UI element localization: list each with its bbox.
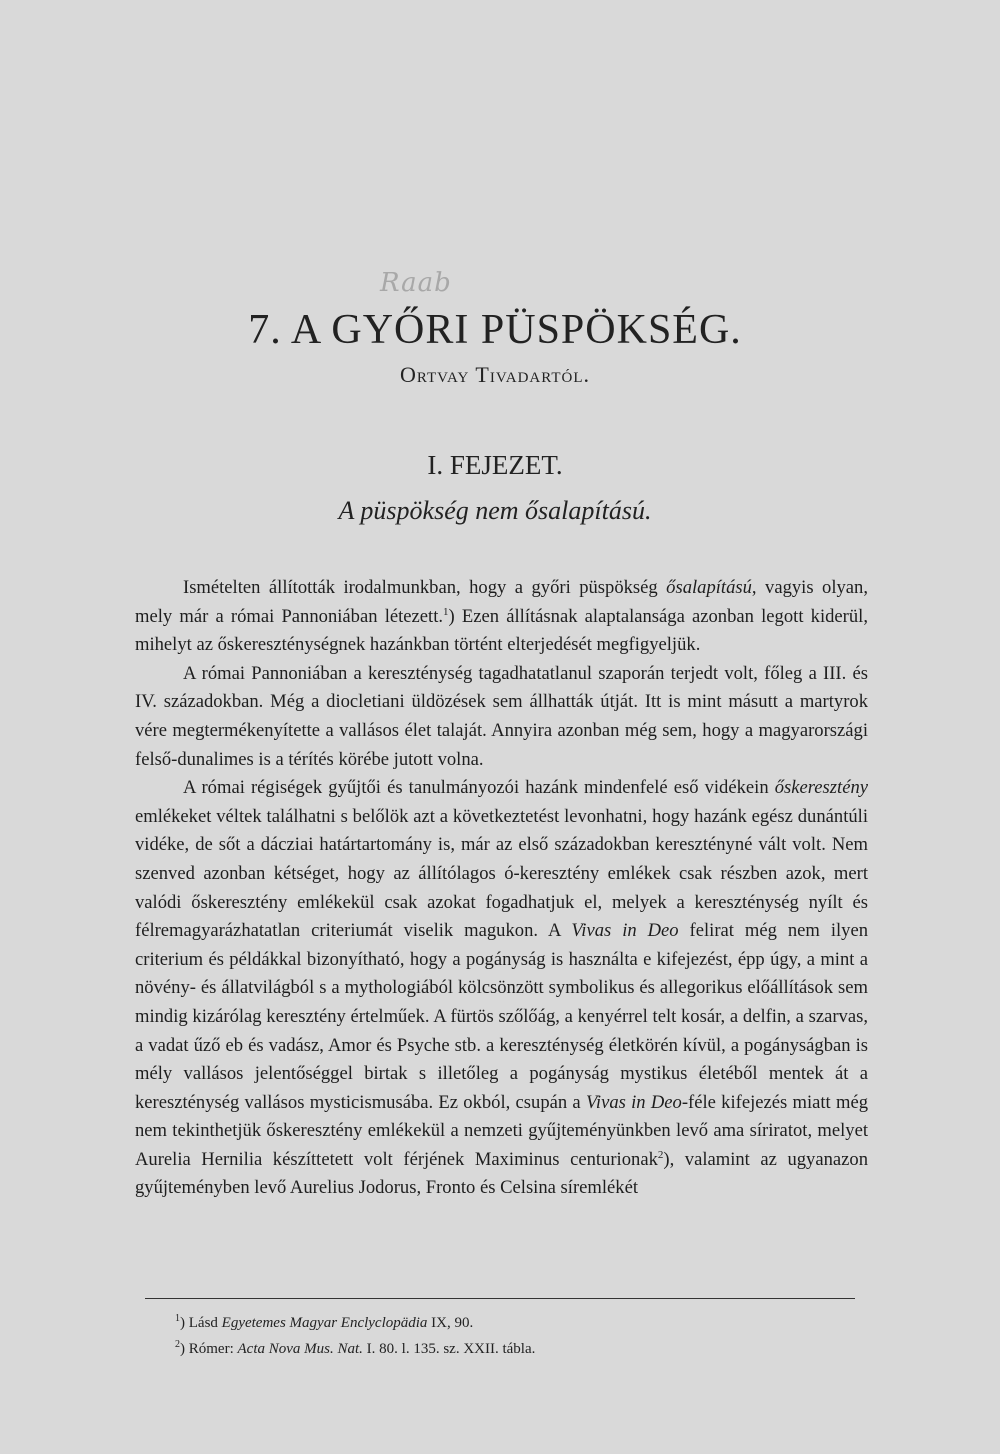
footnote-ref-2: 2 (657, 1148, 664, 1161)
author-line: Ortvay Tivadartól. (399, 362, 591, 387)
paragraph-3: A római régiségek gyűjtői és tanulmányozói hazánk mindenfelé eső vidékein őskeresztény emlékeket véltek találhatni s belőlök azt a következtetést levonhatni, hogy hazánk egész dunántúli vidéke, de sőt a dácziai határtartomány is, már az első századokban keresztényné vált volt. Nem szenved azonban kétséget, hogy az állítólagos ó-keresztény emlékek csak részben azok, mert valódi őskeresztény emlékekül csak azokat fogadhatjuk el, melyek a kereszténység nyílt és félremagyarázhatatlan criteriumát viselik magukon. A Vivas in Deo felirat még nem ilyen criterium és példákkal bizonyítható, hogy a pogányság is használta e kifejezést, épp úgy, a mint a növény- és állatvilágból s a mythologiából kölcsönzött symbolikus és allegorikus előállítások sem mindig kizárólag keresztény értelműek. A fürtös szőlőág, a kenyérrel telt kosár, a delfin, a szarvas, a vadat űző eb és vadász, Amor és Psyche stb. a kereszténység életkörén kívül, a pogányságban is mély vallásos jelentőséggel birtak s illetőleg a pogányság mystikus életéből mentek át a kereszténység vallásos mysticismusába. Ez okból, csupán a Vivas in Deo-féle kifejezés miatt még nem tekinthetjük őskeresztény emlékekül a nemzeti gyűjteményünkben levő ama síriratot, melyet Aurelia Hernilia készíttetett volt férjének Maximinus centurionak$^2$), valamint az ugyanazon gyűjteményben levő Aurelius Jodorus, Fronto és Celsina síremlékét (135, 777, 868, 1199)
footnotes (175, 1308, 855, 1360)
footnote-1: $^1$) Lásd Egyetemes Magyar Enclyclopädia IX, 90. (175, 1313, 474, 1331)
handwritten-note: Raab (380, 268, 452, 298)
footnote-2: $^2$) Rómer: Acta Nova Mus. Nat. I. 80. l. 135. sz. XXII. tábla. (175, 1339, 536, 1357)
chapter-subtitle: A püspökség nem ősalapítású. (338, 496, 652, 525)
page-title: 7. A GYŐRI PÜSPÖKSÉG. (248, 307, 742, 353)
paragraph-2: A római Pannoniában a kereszténység tagadhatatlanul szaporán terjedt volt, főleg a III. és IV. századokban. Még a diocletiani üldözések sem állhatták útját. Itt is mint másutt a martyrok vére megtermékenyítette a vallásos élet talaját. Annyira azonban még sem, hogy a magyarországi felső-dunalimes is a térítés körébe jutott volna. (135, 662, 868, 770)
body-text (135, 574, 868, 1203)
paragraph-1: Ismételten állították irodalmunkban, hogy a győri püspökség ősalapítású, vagyis olyan, mely már a római Pannoniában létezett.$^1$) Ezen állításnak alaptalansága azonban legott kiderül, mihelyt az őskereszténységnek hazánkban történt elterjedését megfigyeljük. (135, 577, 868, 656)
footnote-divider (145, 1298, 855, 1299)
chapter-heading: I. FEJEZET. (427, 450, 563, 480)
footnote-ref-1: 1 (443, 605, 449, 618)
